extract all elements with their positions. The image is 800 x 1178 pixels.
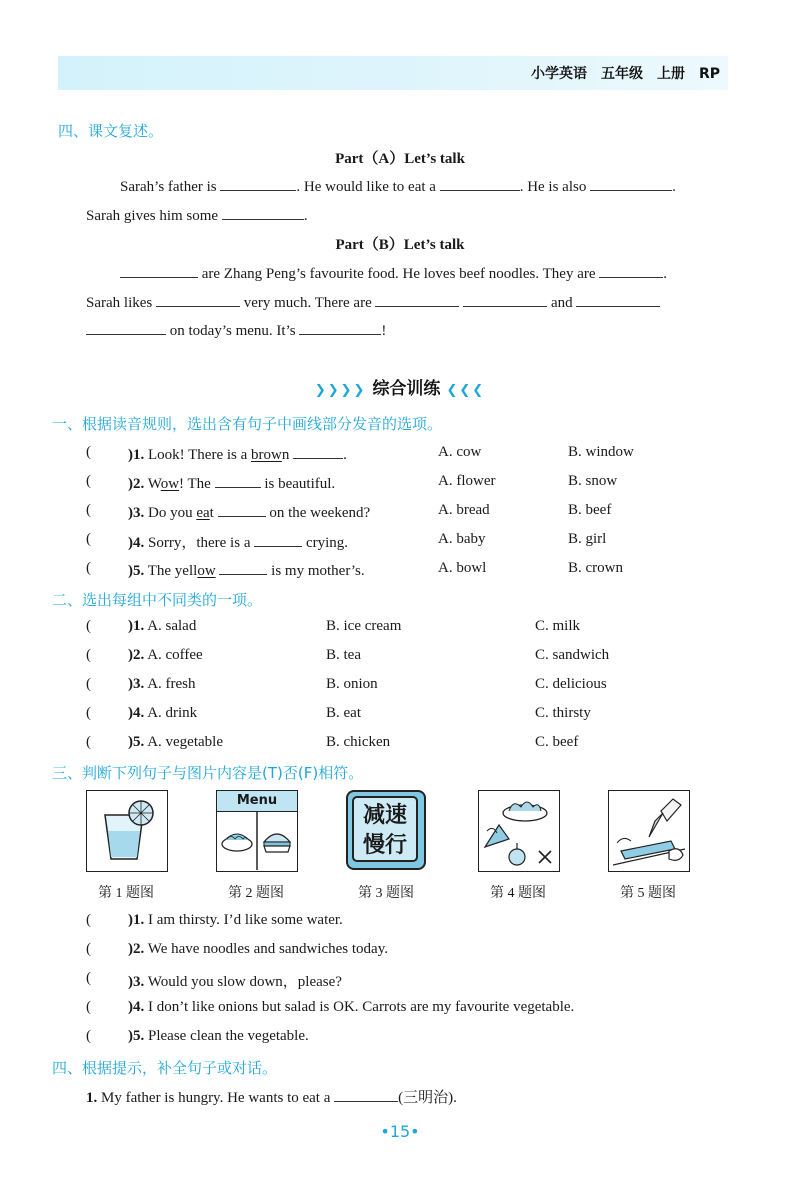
partA-line-1 — [120, 176, 676, 196]
answer-paren[interactable]: ( — [86, 970, 91, 986]
text: . He would like to eat a — [296, 179, 436, 195]
blank — [215, 473, 261, 488]
retell-heading: 四、课文复述。 — [58, 122, 164, 140]
answer-paren[interactable]: ( — [86, 531, 91, 547]
num: )4. — [128, 535, 145, 551]
option-c[interactable]: C. thirsty — [535, 705, 591, 721]
answer-paren[interactable]: ( — [86, 912, 91, 928]
text: . — [663, 266, 668, 282]
s1-question — [128, 473, 335, 493]
num: )2. — [128, 941, 145, 957]
s1-question — [128, 444, 347, 464]
text: is beautiful. — [264, 476, 336, 492]
page-number: •15• — [380, 1122, 420, 1141]
blank — [590, 176, 672, 191]
blank — [86, 320, 166, 335]
text: Please clean the vegetable. — [148, 1028, 309, 1044]
s1-question — [128, 531, 348, 552]
num: )1. — [128, 447, 145, 463]
s3-statement — [128, 1028, 309, 1045]
option-b[interactable]: B. window — [568, 444, 634, 460]
answer-paren[interactable]: ( — [86, 502, 91, 518]
sign-face — [352, 796, 418, 862]
text: I am thirsty. I’d like some water. — [148, 912, 343, 928]
blank — [463, 292, 547, 307]
caption-4: 第 4 题图 — [490, 886, 546, 901]
text: The yell — [147, 563, 198, 579]
partB-title: Part（B）Let’s talk — [335, 237, 465, 253]
option-a[interactable]: A. flower — [438, 473, 496, 489]
blank — [599, 263, 663, 278]
text: t — [209, 505, 214, 521]
text: I don’t like onions but salad is OK. Carrots are my favourite vegetable. — [148, 999, 575, 1015]
text: My father is hungry. He wants to eat a — [101, 1090, 331, 1106]
answer-paren[interactable]: ( — [86, 941, 91, 957]
option-a[interactable]: A. cow — [438, 444, 482, 460]
num: )5. — [128, 563, 145, 579]
s3-statement — [128, 941, 388, 958]
text: Sorry，there is a — [148, 535, 251, 551]
caption-1: 第 1 题图 — [98, 886, 154, 901]
num: )3. — [128, 505, 145, 521]
blank — [576, 292, 660, 307]
blank — [299, 320, 381, 335]
s2-heading: 二、选出每组中不同类的一项。 — [52, 591, 263, 609]
sign-line-2: 慢行 — [362, 833, 407, 858]
blank — [156, 292, 240, 307]
text: Do you — [148, 505, 197, 521]
num: )5. — [128, 734, 145, 750]
s2-options — [128, 705, 197, 722]
s1-question — [128, 560, 365, 580]
blank — [222, 205, 304, 220]
num: )3. — [128, 676, 145, 692]
picture-cutting-vegetable — [608, 790, 690, 872]
caption-3: 第 3 题图 — [358, 886, 414, 901]
s2-options — [128, 734, 223, 751]
partA-line-2 — [86, 205, 308, 225]
answer-paren[interactable]: ( — [86, 444, 91, 460]
num: )1. — [128, 618, 145, 634]
s3-statement — [128, 912, 343, 929]
answer-paren[interactable]: ( — [86, 1028, 91, 1044]
num: 1. — [86, 1090, 98, 1106]
picture-water-glass — [86, 790, 168, 872]
blank — [440, 176, 520, 191]
option-b[interactable]: B. eat — [326, 705, 361, 721]
option-a[interactable]: A. fresh — [147, 676, 196, 692]
header-title: 小学英语 五年级 上册 RP — [530, 66, 720, 82]
text: on the weekend? — [269, 505, 371, 521]
blank — [293, 444, 343, 459]
option-a[interactable]: A. vegetable — [147, 734, 223, 750]
text: n — [281, 447, 290, 463]
text: . — [343, 447, 347, 463]
text: . — [672, 179, 676, 195]
text: ! — [381, 323, 387, 339]
answer-paren[interactable]: ( — [86, 705, 91, 721]
text: Sarah likes — [86, 295, 153, 311]
num: )2. — [128, 647, 145, 663]
text: . — [303, 208, 308, 224]
partB-line-2 — [86, 292, 660, 312]
partB-line-3 — [86, 320, 386, 340]
option-b[interactable]: B. snow — [568, 473, 618, 489]
answer-paren[interactable]: ( — [86, 734, 91, 750]
option-b[interactable]: B. crown — [568, 560, 623, 576]
underlined-part: ow — [197, 563, 216, 579]
option-c[interactable]: C. milk — [535, 618, 581, 634]
s4-item-1 — [86, 1086, 457, 1107]
answer-paren[interactable]: ( — [86, 560, 91, 576]
num: )4. — [128, 705, 145, 721]
practice-title: 综合训练 — [372, 379, 441, 399]
option-a[interactable]: A. bowl — [438, 560, 487, 576]
glass-of-water-illustration — [87, 791, 167, 871]
partA-title: Part（A）Let’s talk — [335, 151, 465, 167]
blank[interactable] — [334, 1087, 398, 1102]
answer-paren[interactable]: ( — [86, 618, 91, 634]
text: Sarah’s father is — [120, 179, 217, 195]
option-c[interactable]: C. beef — [535, 734, 579, 750]
blank — [120, 263, 198, 278]
num: )1. — [128, 912, 145, 928]
answer-paren[interactable]: ( — [86, 676, 91, 692]
hands-cutting-illustration — [609, 791, 689, 871]
option-a[interactable]: A. coffee — [147, 647, 203, 663]
option-a[interactable]: A. bread — [438, 502, 490, 518]
text: Would you slow down，please? — [147, 974, 342, 990]
option-b[interactable]: B. tea — [326, 647, 361, 663]
text: Look! There is a — [148, 447, 252, 463]
blank — [254, 532, 302, 547]
s2-options — [128, 618, 196, 635]
picture-slow-down-sign — [346, 790, 426, 870]
option-c[interactable]: C. delicious — [535, 676, 607, 692]
option-a[interactable]: A. salad — [147, 618, 197, 634]
noodles-and-burger-illustration — [217, 812, 297, 870]
answer-paren[interactable]: ( — [86, 647, 91, 663]
picture-vegetables — [478, 790, 560, 872]
menu-label: Menu — [217, 791, 297, 812]
s4-heading: 四、根据提示，补全句子或对话。 — [52, 1059, 278, 1077]
answer-paren[interactable]: ( — [86, 999, 91, 1015]
option-c[interactable]: C. sandwich — [535, 647, 610, 663]
s3-statement — [128, 999, 574, 1016]
blank — [375, 292, 459, 307]
answer-paren[interactable]: ( — [86, 473, 91, 489]
num: )2. — [128, 476, 145, 492]
text: and — [550, 295, 573, 311]
caption-5: 第 5 题图 — [620, 886, 676, 901]
option-b[interactable]: B. ice cream — [326, 618, 402, 634]
text: on today’s menu. It’s — [169, 323, 296, 339]
underlined-part: ow — [160, 476, 180, 492]
option-b[interactable]: B. beef — [568, 502, 612, 518]
underlined-part: ea — [196, 505, 210, 521]
text: W — [147, 476, 161, 492]
text: are Zhang Peng’s favourite food. He loves beef noodles. They are — [201, 266, 596, 282]
option-a[interactable]: A. baby — [438, 531, 486, 547]
text: . He is also — [519, 179, 587, 195]
s3-statement — [128, 970, 342, 991]
s2-options — [128, 647, 203, 664]
text: ! The — [179, 476, 211, 492]
text: is my mother’s. — [271, 563, 365, 579]
blank — [220, 176, 296, 191]
practice-title-row — [0, 374, 800, 399]
arrows-left-icon: ❮❮❮ — [446, 383, 486, 398]
salad-onion-carrot-illustration — [479, 791, 559, 871]
text: very much. There are — [243, 295, 372, 311]
option-b[interactable]: B. girl — [568, 531, 607, 547]
partB-line-1 — [120, 263, 667, 283]
text: crying. — [305, 535, 349, 551]
sign-line-1: 减速 — [362, 803, 407, 828]
num: )3. — [128, 974, 145, 990]
option-b[interactable]: B. onion — [326, 676, 378, 692]
hint-text: (三明治). — [398, 1090, 457, 1106]
s2-options — [128, 676, 196, 693]
option-b[interactable]: B. chicken — [326, 734, 391, 750]
s1-heading: 一、根据读音规则，选出含有句子中画线部分发音的选项。 — [52, 415, 443, 433]
option-a[interactable]: A. drink — [147, 705, 198, 721]
num: )4. — [128, 999, 145, 1015]
arrows-right-icon: ❯❯❯❯ — [314, 383, 367, 398]
picture-menu — [216, 790, 298, 872]
underlined-part: brow — [251, 447, 282, 463]
num: )5. — [128, 1028, 145, 1044]
caption-2: 第 2 题图 — [228, 886, 284, 901]
text: Sarah gives him some — [86, 208, 219, 224]
s1-question — [128, 502, 370, 522]
sign-frame — [346, 790, 426, 870]
blank — [219, 560, 267, 575]
blank — [218, 502, 266, 517]
s3-heading: 三、判断下列句子与图片内容是(T)否(F)相符。 — [52, 764, 364, 782]
text: We have noodles and sandwiches today. — [147, 941, 388, 957]
